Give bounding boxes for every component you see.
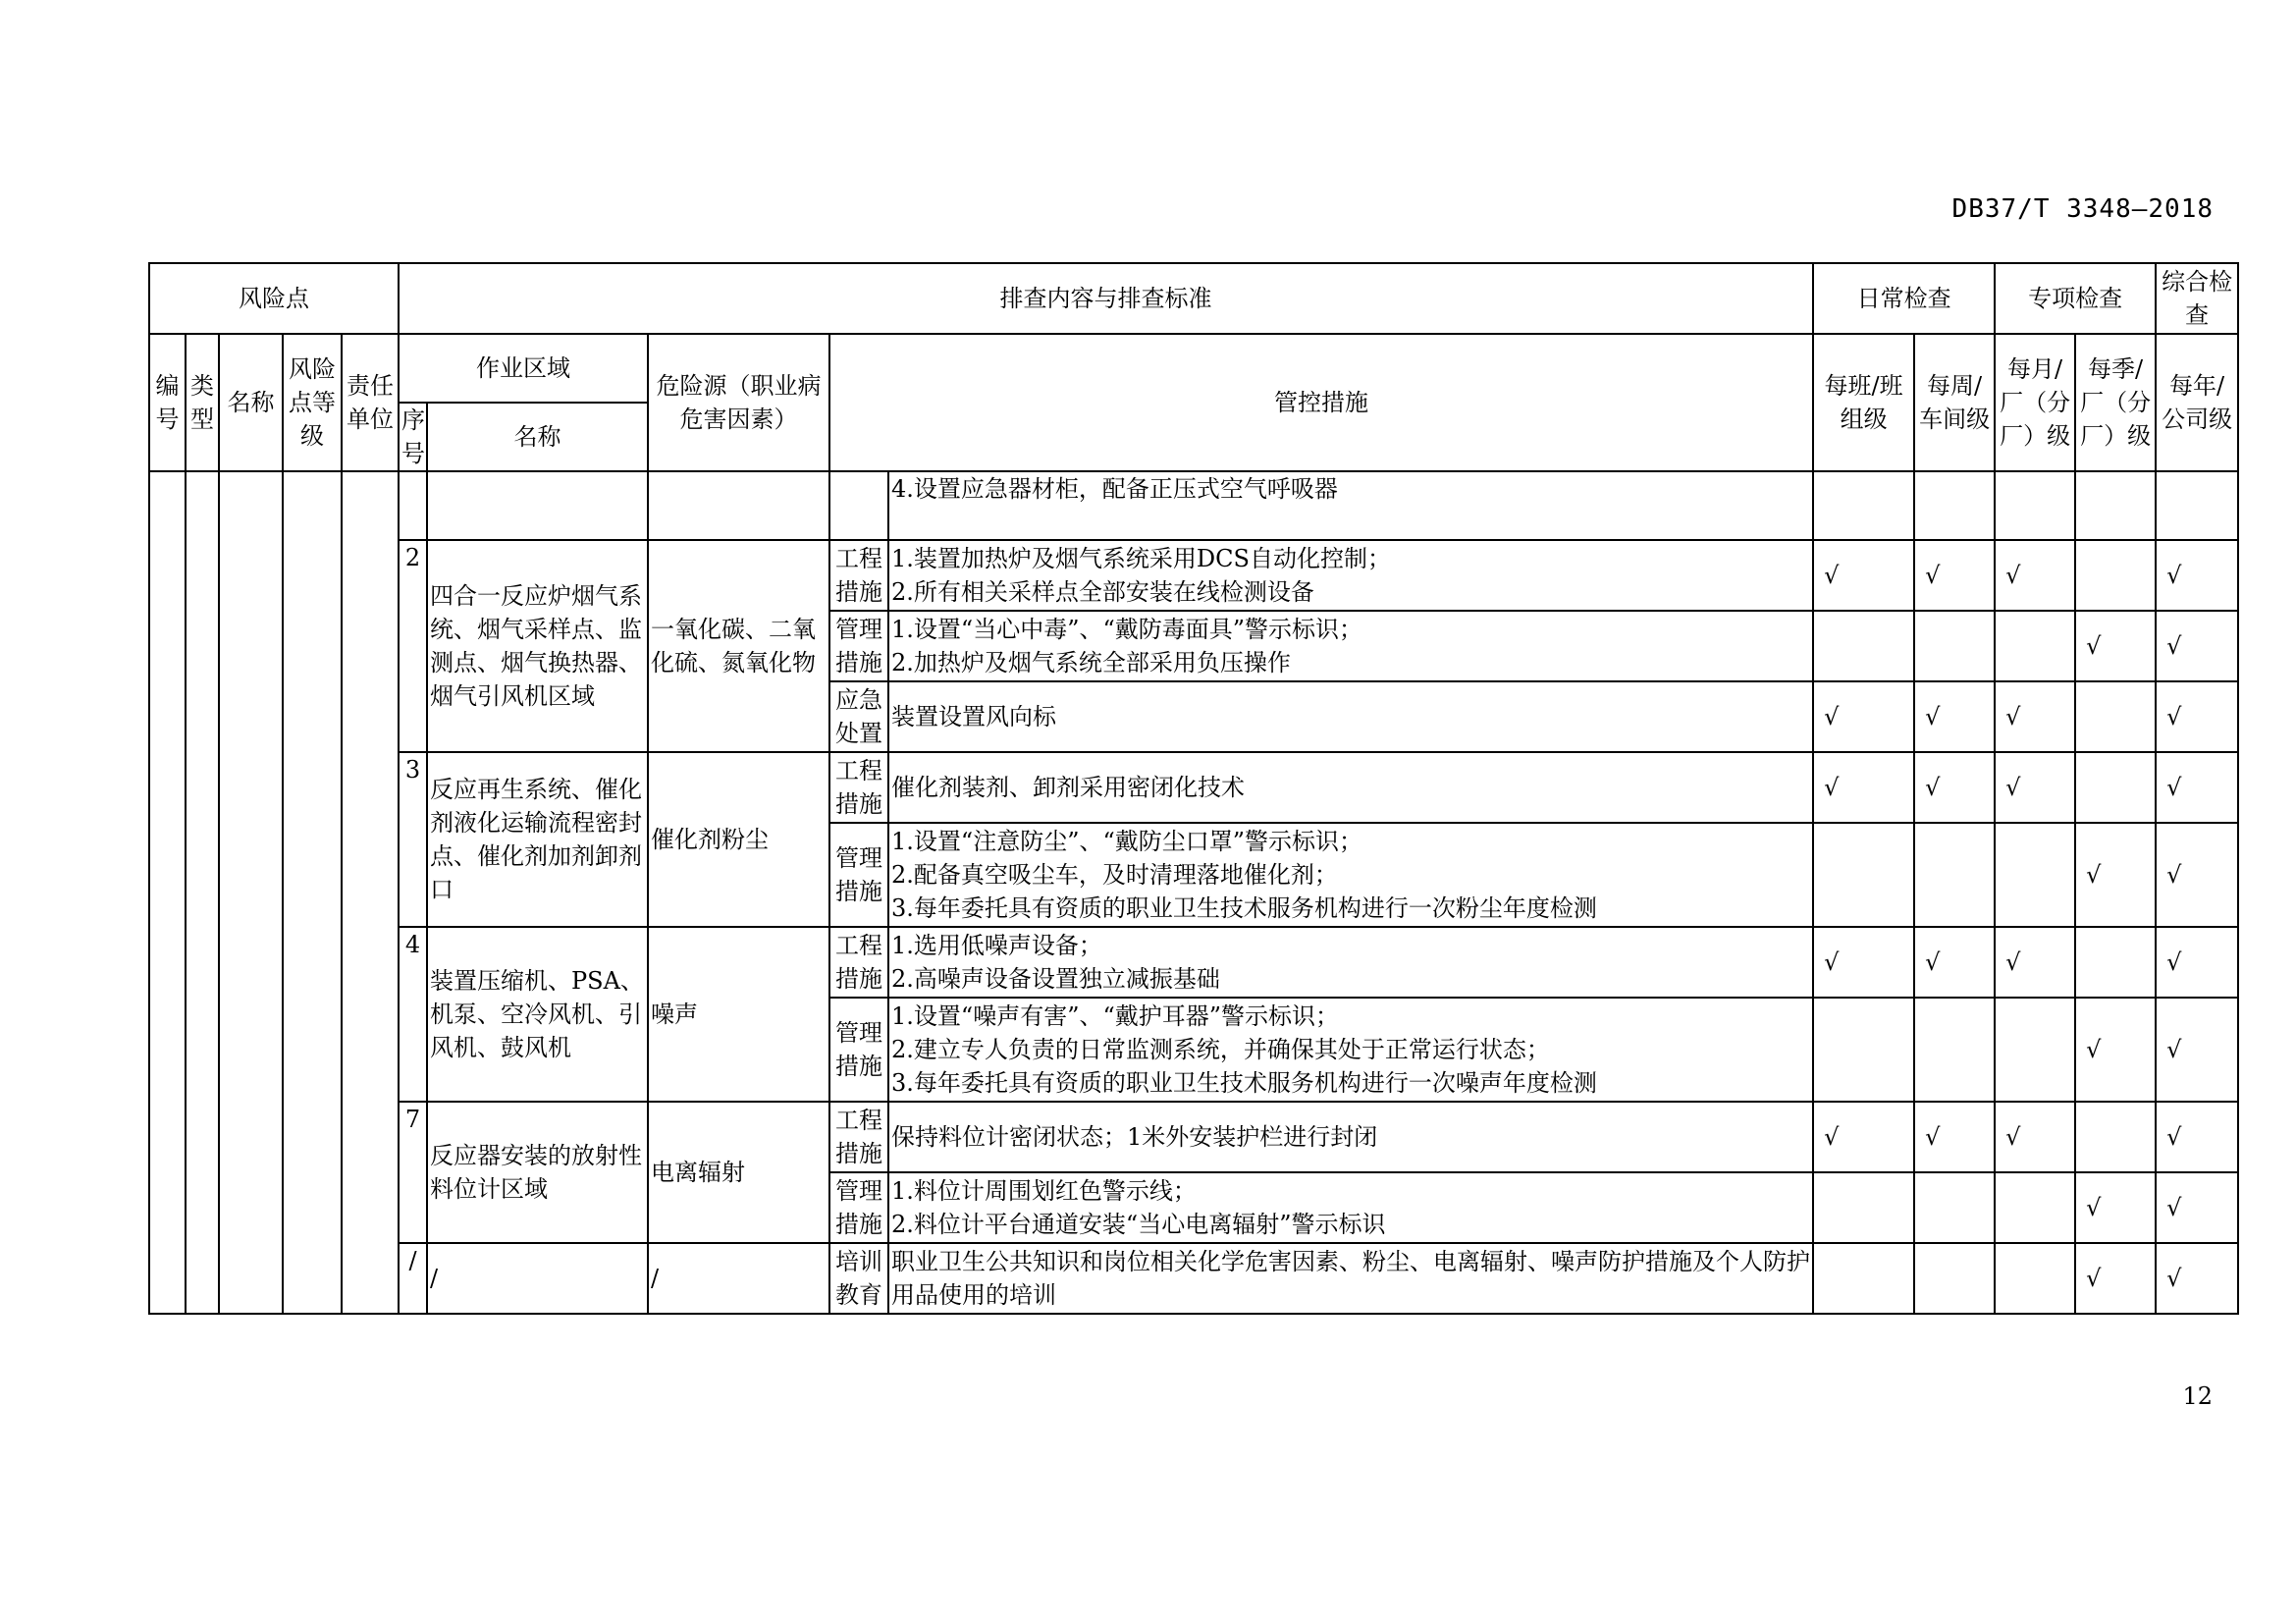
row-hazard [648,471,829,540]
check-mark: √ [1813,1102,1914,1172]
check-mark [1813,1243,1914,1314]
control-measure-text: 1.装置加热炉及烟气系统采用DCS自动化控制； 2.所有相关采样点全部安装在线检测设备 [888,540,1813,611]
check-mark [2075,681,2156,752]
control-measure-text: 4.设置应急器材柜，配备正压式空气呼吸器 [888,471,1813,540]
row-hazard: 一氧化碳、二氧化硫、氮氧化物 [648,540,829,752]
control-measure-text: 1.料位计周围划红色警示线； 2.料位计平台通道安装“当心电离辐射”警示标识 [888,1172,1813,1243]
row-hazard: 噪声 [648,927,829,1102]
check-mark [1995,998,2075,1102]
check-mark: √ [1995,681,2075,752]
row-seq: 3 [399,752,427,927]
row-work-area: 四合一反应炉烟气系统、烟气采样点、监测点、烟气换热器、烟气引风机区域 [427,540,648,752]
header-name: 名称 [219,334,283,471]
header-seq: 序号 [399,403,427,471]
control-measure-text: 装置设置风向标 [888,681,1813,752]
check-mark: √ [1995,1102,2075,1172]
check-mark [1914,998,1995,1102]
check-mark [1813,1172,1914,1243]
check-mark [1813,998,1914,1102]
control-measure-text: 1.设置“注意防尘”、“戴防尘口罩”警示标识； 2.配备真空吸尘车，及时清理落地催化剂； 3.每年委托具有资质的职业卫生技术服务机构进行一次粉尘年度检测 [888,823,1813,927]
table-row [149,927,2238,998]
header-per-week: 每周/车间级 [1914,334,1995,471]
check-mark: √ [1914,681,1995,752]
table-row [149,1243,2238,1314]
check-mark: √ [2156,611,2238,681]
measure-category: 管理措施 [829,998,888,1102]
measure-category [829,471,888,540]
check-mark [2156,471,2238,540]
inspection-table [148,262,2239,1315]
check-mark: √ [1813,752,1914,823]
control-measure-text: 1.选用低噪声设备； 2.高噪声设备设置独立减振基础 [888,927,1813,998]
risk-no-cell [149,471,186,1314]
header-per-shift: 每班/班组级 [1813,334,1914,471]
check-mark [1995,1172,2075,1243]
page-number: 12 [2182,1382,2213,1410]
check-mark [1995,823,2075,927]
check-mark [2075,1102,2156,1172]
check-mark: √ [1914,752,1995,823]
check-mark: √ [2075,823,2156,927]
header-daily-check: 日常检查 [1813,263,1995,334]
header-work-area: 作业区域 [399,334,648,403]
header-risk-point: 风险点 [149,263,399,334]
control-measure-text: 1.设置“噪声有害”、“戴护耳器”警示标识； 2.建立专人负责的日常监测系统，并确保其处于正常运行状态； 3.每年委托具有资质的职业卫生技术服务机构进行一次噪声年度检测 [888,998,1813,1102]
control-measure-text: 1.设置“当心中毒”、“戴防毒面具”警示标识； 2.加热炉及烟气系统全部采用负压操作 [888,611,1813,681]
check-mark: √ [2156,1243,2238,1314]
header-per-quarter: 每季/厂（分厂）级 [2075,334,2156,471]
measure-category: 培训教育 [829,1243,888,1314]
check-mark: √ [2075,611,2156,681]
check-mark [2075,927,2156,998]
header-special-check: 专项检查 [1995,263,2156,334]
row-seq: 7 [399,1102,427,1243]
check-mark [1914,823,1995,927]
risk-level-cell [283,471,342,1314]
header-hazard: 危险源（职业病危害因素） [648,334,829,471]
check-mark: √ [1914,1102,1995,1172]
check-mark [1813,823,1914,927]
row-work-area [427,471,648,540]
measure-category: 工程措施 [829,927,888,998]
check-mark [1813,471,1914,540]
header-responsible-unit: 责任单位 [342,334,399,471]
check-mark: √ [2075,1243,2156,1314]
measure-category: 工程措施 [829,540,888,611]
row-seq [399,471,427,540]
check-mark: √ [2156,681,2238,752]
check-mark: √ [2156,823,2238,927]
header-per-month: 每月/厂（分厂）级 [1995,334,2075,471]
check-mark: √ [2156,927,2238,998]
row-seq: 4 [399,927,427,1102]
header-no: 编号 [149,334,186,471]
row-work-area: 反应再生系统、催化剂液化运输流程密封点、催化剂加剂卸剂口 [427,752,648,927]
header-type: 类型 [186,334,219,471]
check-mark: √ [1914,540,1995,611]
measure-category: 应急处置 [829,681,888,752]
row-work-area: 反应器安装的放射性料位计区域 [427,1102,648,1243]
header-control-measures: 管控措施 [829,334,1813,471]
check-mark: √ [2156,998,2238,1102]
measure-category: 工程措施 [829,752,888,823]
check-mark: √ [1995,540,2075,611]
header-per-year: 每年/公司级 [2156,334,2238,471]
check-mark: √ [1813,681,1914,752]
check-mark [1914,1172,1995,1243]
header-inspection-content: 排查内容与排查标准 [399,263,1813,334]
measure-category: 管理措施 [829,823,888,927]
control-measure-text: 催化剂装剂、卸剂采用密闭化技术 [888,752,1813,823]
row-hazard: / [648,1243,829,1314]
risk-type-cell [186,471,219,1314]
check-mark: √ [2075,998,2156,1102]
header-area-name: 名称 [427,403,648,471]
check-mark [1995,611,2075,681]
row-seq: 2 [399,540,427,752]
measure-category: 管理措施 [829,1172,888,1243]
control-measure-text: 职业卫生公共知识和岗位相关化学危害因素、粉尘、电离辐射、噪声防护措施及个人防护用品使用的培训 [888,1243,1813,1314]
table-row [149,471,2238,540]
check-mark: √ [2075,1172,2156,1243]
measure-category: 工程措施 [829,1102,888,1172]
check-mark: √ [1995,752,2075,823]
check-mark [1995,471,2075,540]
check-mark: √ [1813,927,1914,998]
table-row [149,1102,2238,1172]
standard-code: DB37/T 3348—2018 [1951,194,2214,224]
header-risk-level: 风险点等级 [283,334,342,471]
row-seq: / [399,1243,427,1314]
check-mark [1914,611,1995,681]
check-mark [1914,471,1995,540]
table-row [149,540,2238,611]
row-hazard: 电离辐射 [648,1102,829,1243]
measure-category: 管理措施 [829,611,888,681]
check-mark [2075,471,2156,540]
check-mark: √ [1813,540,1914,611]
control-measure-text: 保持料位计密闭状态；1米外安装护栏进行封闭 [888,1102,1813,1172]
check-mark [1995,1243,2075,1314]
row-work-area: / [427,1243,648,1314]
check-mark [2075,540,2156,611]
responsible-unit-cell [342,471,399,1314]
check-mark: √ [2156,540,2238,611]
check-mark: √ [1995,927,2075,998]
check-mark [1813,611,1914,681]
table-row [149,752,2238,823]
header-comprehensive-check: 综合检查 [2156,263,2238,334]
check-mark: √ [1914,927,1995,998]
row-hazard: 催化剂粉尘 [648,752,829,927]
check-mark [2075,752,2156,823]
risk-name-cell [219,471,283,1314]
check-mark: √ [2156,752,2238,823]
check-mark: √ [2156,1172,2238,1243]
check-mark [1914,1243,1995,1314]
row-work-area: 装置压缩机、PSA、机泵、空冷风机、引风机、鼓风机 [427,927,648,1102]
check-mark: √ [2156,1102,2238,1172]
